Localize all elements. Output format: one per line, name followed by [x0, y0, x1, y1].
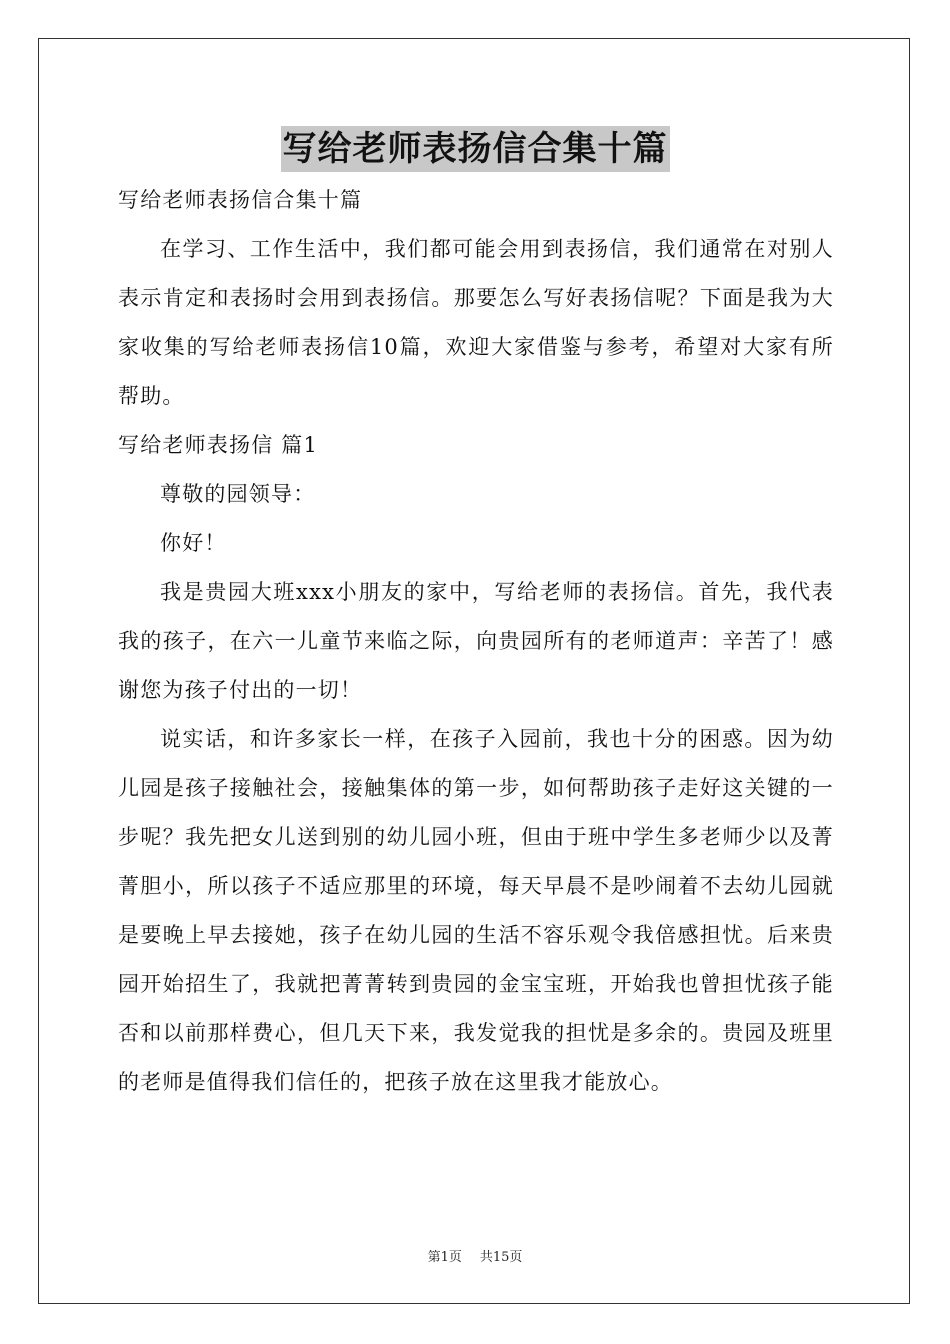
page-footer [0, 1246, 950, 1265]
document-title: 写给老师表扬信合集十篇 [281, 126, 670, 172]
page-number: 第1页 [427, 1250, 462, 1265]
body-paragraph: 说实话，和许多家长一样，在孩子入园前，我也十分的困惑。因为幼儿园是孩子接触社会，接触集体的第一步，如何帮助孩子走好这关键的一步呢？我先把女儿送到别的幼儿园小班，但由于班中学生多老师少以及菁菁胆小，所以孩子不适应那里的环境，每天早晨不是吵闹着不去幼儿园就是要晚上早去接她，孩子在幼儿园的生活不容乐观令我倍感担忧。后来贵园开始招生了，我就把菁菁转到贵园的金宝宝班，开始我也曾担忧孩子能否和以前那样费心，但几天下来，我发觉我的担忧是多余的。贵园及班里的老师是值得我们信任的，把孩子放在这里我才能放心。 [118, 727, 834, 1094]
document-body [118, 176, 834, 1107]
body-paragraph: 我是贵园大班xxx小朋友的家中，写给老师的表扬信。首先，我代表我的孩子，在六一儿童节来临之际，向贵园所有的老师道声：辛苦了！感谢您为孩子付出的一切！ [118, 580, 834, 702]
greeting-paragraph: 你好！ [160, 531, 227, 555]
intro-paragraph: 在学习、工作生活中，我们都可能会用到表扬信，我们通常在对别人表示肯定和表扬时会用到表扬信。那要怎么写好表扬信呢？下面是我为大家收集的写给老师表扬信10篇，欢迎大家借鉴与参考，希望对大家有所帮助。 [118, 237, 834, 408]
salutation-paragraph: 尊敬的园领导： [160, 482, 316, 506]
section-heading: 写给老师表扬信 篇1 [118, 433, 319, 457]
title-container [0, 126, 950, 172]
total-pages: 共15页 [479, 1250, 523, 1265]
subtitle-paragraph: 写给老师表扬信合集十篇 [118, 188, 363, 212]
